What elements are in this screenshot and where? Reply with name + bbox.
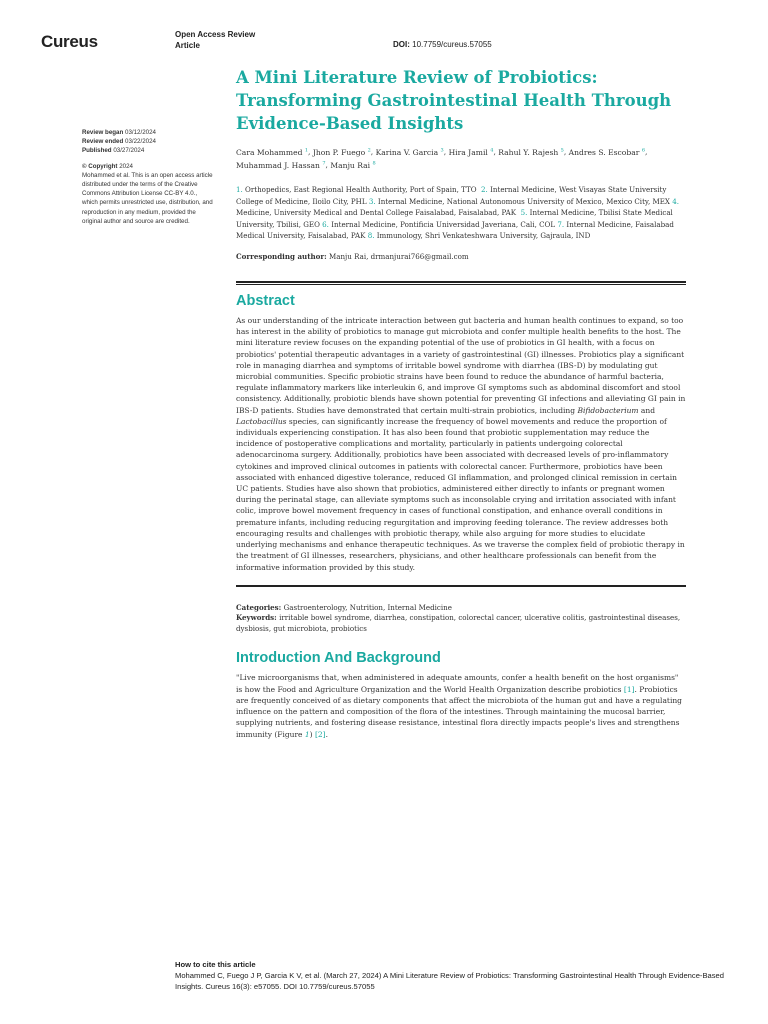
article-sidebar — [82, 128, 214, 226]
article-type-line2: Article — [175, 41, 200, 50]
affiliation: 8. Immunology, Shri Venkateshwara University, Gajraula, IND — [367, 231, 591, 241]
reference-link[interactable]: [1] — [623, 684, 635, 694]
author[interactable]: Jhon P. Fuego $^2$ — [312, 147, 371, 157]
doi-link[interactable]: 10.7759/cureus.57055 — [412, 40, 492, 49]
affiliation: 1. Orthopedics, East Regional Health Authority, Port of Spain, TTO — [236, 185, 477, 195]
doi — [393, 40, 492, 49]
doi-label: DOI: — [393, 40, 410, 49]
abstract-heading: Abstract — [236, 293, 295, 310]
section-divider — [236, 281, 686, 285]
cureus-logo[interactable]: Cureus — [41, 32, 98, 51]
categories-keywords — [236, 603, 686, 635]
author-list: Cara Mohammed $^1$, Jhon P. Fuego $^2$, Karina V. Garcia $^3$, Hira Jamil $^4$, Rahul Y. Rajesh $^5$, Andres S. Escobar $^6$, Muhammad J. Hassan $^7$, Manju Rai $^8$ — [236, 147, 648, 170]
article-title: A Mini Literature Review of Probiotics: Transforming Gastrointestinal Health Through Evidence-Based Insights — [236, 68, 672, 133]
section-divider — [236, 585, 686, 587]
abstract-text: As our understanding of the intricate interaction between gut bacteria and human health continues to expand, so too has interest in the ability of probiotics to manage gut microbiota and confer multiple health benefits to the host. The mini literature review focuses on the expanding potential of the use of probiotics in GI health, with a focus on probiotics' potential therapeutic advantages in a variety of gastrointestinal (GI) illnesses. Probiotics play a significant role in managing diarrhea and symptoms of irritable bowel syndrome with diarrhea (IBS-D) by modulating gut microbial communities. Specific probiotic strains have been found to reduce the abundance of harmful bacteria, regulate inflammatory markers like interleukin 6, and improve GI symptoms such as abdominal discomfort and stool consistency. Additionally, probiotic blends have shown potential for preventing GI infections and alleviating GI pain in IBS-D patients. Studies have demonstrated that certain multi-strain probiotics, including Bifidobacterium and Lactobacillus species, can significantly increase the frequency of bowel movements and reduce the proportion of individuals experiencing constipation. It has also been found that probiotic supplementation may reduce the incidence of postoperative complications and mortality, particularly in patients undergoing colorectal adenocarcinoma surgery. Additionally, probiotics have been associated with decreased levels of pro-inflammatory cytokines and improved clinical outcomes in patients with colorectal cancer. Furthermore, probiotics have been associated with enhanced digestive tolerance, reduced GI inflammation, and prolonged clinical remission in certain UC patients. Studies have also shown that probiotics, administered either directly to infants or pregnant women during the perinatal stage, can alleviate symptoms such as inconsolable crying and irritation associated with infant colic, improve bowel movement frequency in cases of functional constipation, and enhance overall conditions in premature infants, including reducing regurgitation and improving feeding tolerance. The review addresses both encouraging results and challenges with probiotic therapy, while also arguing for more studies to elucidate underlying mechanisms and enhance therapeutic techniques. As we traverse the complex field of probiotic therapy in the treatment of GI illnesses, researchers, physicians, and other healthcare professionals can benefit from the informative information provided by this study. — [236, 316, 686, 572]
author[interactable]: Muhammad J. Hassan $^7$ — [236, 160, 326, 170]
corresponding-author-contact[interactable]: Manju Rai, drmanjurai766@gmail.com — [329, 252, 469, 262]
figure-link[interactable]: 1 — [304, 729, 310, 739]
categories: Categories: Gastroenterology, Nutrition, Internal Medicine — [236, 602, 452, 612]
introduction-text: "Live microorganisms that, when administered in adequate amounts, confer a health benefit on the host organisms" is how the Food and Agriculture Organization and the World Health Organization describe probiotics [1]. Probiotics are frequently conceived of as dietary components that affect the microbiota of the human gut and have a regulating influence on the pattern and composition of the flora of the intestines. Through maintaining the mucosal barrier, supplying nutrients, and fostering disease resistance, intestinal flora directly impacts people's lives and strengthens immunity (Figure 1) [2]. — [236, 673, 682, 739]
license-text: Mohammed et al. This is an open access article distributed under the terms of the Creative Commons Attribution License CC-BY 4.0., which permits unrestricted use, distribution, and reproduction in any medium, provided the original author and source are credited. — [82, 171, 213, 225]
main-column — [236, 66, 686, 740]
how-to-cite — [175, 960, 745, 992]
author[interactable]: Rahul Y. Rajesh $^5$ — [498, 147, 564, 157]
affiliation: 6. Internal Medicine, Pontificia Universidad Javeriana, Cali, COL — [322, 219, 556, 229]
review-ended: Review ended 03/22/2024 — [82, 138, 156, 146]
affiliation: 2. Internal Medicine, West Visayas State University College of Medicine, Iloilo City, PHL — [236, 185, 667, 206]
review-began: Review began 03/12/2024 — [82, 129, 156, 136]
article-type-line1: Open Access Review — [175, 30, 256, 39]
affiliation: 7. Internal Medicine, Faisalabad Medical University, Faisalabad, PAK — [236, 219, 674, 241]
author[interactable]: Cara Mohammed $^1$ — [236, 147, 309, 157]
affiliation: 4. Medicine, University Medical and Dental College Faisalabad, Faisalabad, PAK — [236, 196, 680, 218]
introduction-heading: Introduction And Background — [236, 650, 441, 667]
author[interactable]: Manju Rai $^8$ — [330, 160, 376, 170]
reference-link[interactable]: [2] — [314, 729, 326, 739]
affiliations — [236, 184, 686, 242]
affiliation: 5. Internal Medicine, Tbilisi State Medical University, Tbilisi, GEO — [236, 208, 673, 229]
keywords: Keywords: irritable bowel syndrome, diarrhea, constipation, colorectal cancer, ulcerative colitis, gastrointestinal diseases, dysbiosis, gut microbiota, probiotics — [236, 613, 681, 633]
author[interactable]: Karina V. Garcia $^3$ — [375, 147, 444, 157]
author[interactable]: Andres S. Escobar $^6$ — [568, 147, 645, 157]
how-to-cite-label: How to cite this article — [175, 960, 256, 969]
citation-text: Mohammed C, Fuego J P, Garcia K V, et al. (March 27, 2024) A Mini Literature Review of Probiotics: Transforming Gastrointestinal Health Through Evidence-Based Insights. Cureus 16(3): e57055. DOI 10.7759/cureus.57055 — [175, 970, 724, 991]
published-date: Published 03/27/2024 — [82, 147, 145, 155]
corresponding-author: Corresponding author: Manju Rai, drmanjurai766@gmail.com — [236, 252, 469, 262]
author[interactable]: Hira Jamil $^4$ — [448, 147, 494, 157]
copyright: © Copyright 2024 — [82, 162, 133, 170]
affiliation: 3. Internal Medicine, National Autonomous University of Mexico, Mexico City, MEX — [368, 196, 670, 206]
article-type — [175, 29, 255, 51]
